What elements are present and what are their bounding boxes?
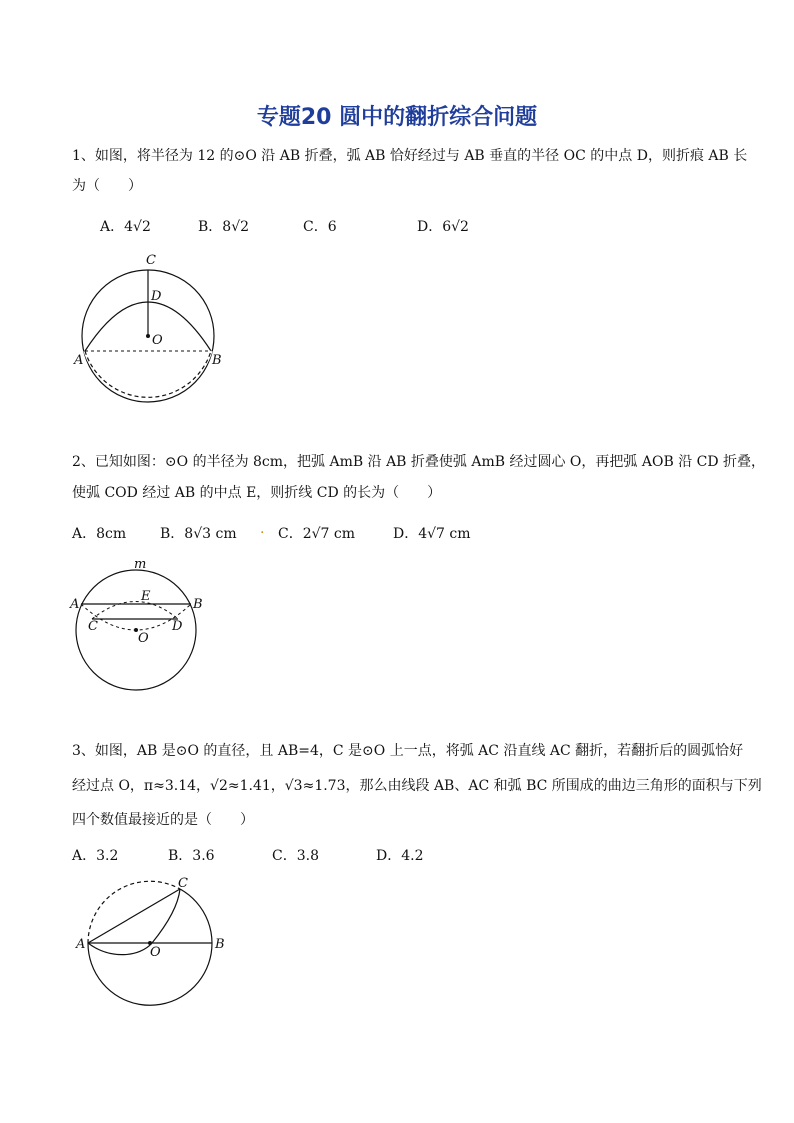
q3-diagram	[70, 875, 250, 1015]
q2-option-d: D．4√7 cm	[393, 526, 471, 542]
q3-text-line2: 经过点 O，π≈3.14，√2≈1.41，√3≈1.73，那么由线段 AB、AC 和弧 BC 所围成的曲边三角形的面积与下列	[72, 778, 762, 794]
q3-option-a: A．3.2	[72, 848, 119, 864]
q3-label-b: B	[215, 937, 225, 952]
q1-option-a: A．4√2	[100, 219, 151, 235]
q2-label-m: m	[134, 557, 147, 572]
q2-label-a: A	[70, 597, 80, 612]
q2-label-b: B	[193, 597, 203, 612]
q1-text-line2: 为（ ）	[72, 178, 142, 194]
q1-label-d: D	[151, 289, 162, 304]
q1-label-a: A	[74, 353, 84, 368]
q2-diagram	[66, 556, 236, 696]
q3-label-a: A	[76, 937, 86, 952]
q3-text-line1: 3、如图，AB 是⊙O 的直径，且 AB=4，C 是⊙O 上一点，将弧 AC 沿直线 AC 翻折，若翻折后的圆弧恰好	[72, 743, 744, 759]
q2-option-c: C．2√7 cm	[278, 526, 356, 542]
q2-text-line2: 使弧 COD 经过 AB 的中点 E，则折线 CD 的长为（ ）	[72, 485, 442, 501]
q1-option-b: B．8√2	[198, 219, 250, 235]
q3-option-d: D．4.2	[376, 848, 424, 864]
q1-diagram	[70, 250, 270, 410]
q2-label-o: O	[138, 631, 149, 646]
q2-option-b: B．8√3 cm	[160, 526, 237, 542]
q1-option-c: C．6	[303, 219, 337, 235]
q1-label-o: O	[152, 333, 163, 348]
stray-dot: .	[260, 521, 265, 537]
q2-label-c: C	[88, 619, 98, 634]
q3-option-c: C．3.8	[272, 848, 319, 864]
q2-label-e: E	[141, 589, 151, 604]
q3-label-c: C	[178, 876, 188, 891]
q1-label-b: B	[212, 353, 222, 368]
q3-label-o: O	[150, 945, 161, 960]
q2-label-d: D	[172, 619, 183, 634]
q3-text-line3: 四个数值最接近的是（ ）	[72, 812, 254, 828]
q2-option-a: A．8cm	[72, 526, 127, 542]
q1-label-c: C	[146, 253, 156, 268]
q2-text-line1: 2、已知如图：⊙O 的半径为 8cm，把弧 AmB 沿 AB 折叠使弧 AmB 经过圆心 O，再把弧 AOB 沿 CD 折叠，	[72, 454, 766, 470]
q3-option-b: B．3.6	[168, 848, 215, 864]
page-title: 专题20 圆中的翻折综合问题	[256, 105, 538, 130]
q1-text-line1: 1、如图，将半径为 12 的⊙O 沿 AB 折叠，弧 AB 恰好经过与 AB 垂直的半径 OC 的中点 D，则折痕 AB 长	[72, 148, 748, 164]
q1-option-d: D．6√2	[417, 219, 469, 235]
